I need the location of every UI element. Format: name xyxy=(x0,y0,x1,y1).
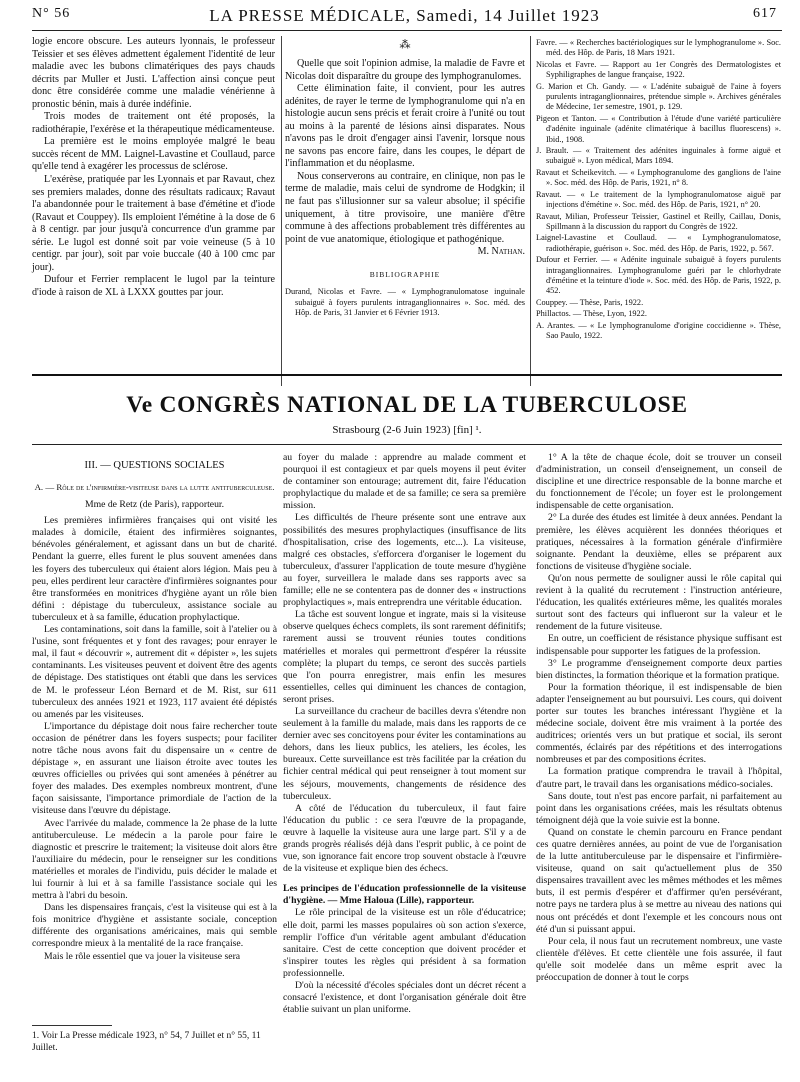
bib-entry: Ravaut et Scheikevitch. — « Lymphogranulome des ganglions de l'aine ». Soc. méd. des Hôp. de Paris, 1921, n° 8. xyxy=(536,167,781,188)
paragraph: 3° Le programme d'enseignement comporte deux parties bien distinctes, la formation théorique et la formation pratique. xyxy=(536,657,782,681)
title-rule xyxy=(32,444,782,445)
congress-subtitle: Strasbourg (2-6 Juin 1923) [fin] ¹. xyxy=(332,424,482,436)
bib-entry: Ravaut. — « Le traitement de la lymphogranulomatose aiguë par injections d'émétine ». Soc. méd. des Hôp. de Paris, 1921, n° 20. xyxy=(536,189,781,210)
column-divider xyxy=(530,36,531,386)
issue-number: N° 56 xyxy=(32,6,71,21)
bib-entry: Pigeon et Tanton. — « Contribution à l'étude d'une variété particulière d'adénite inguinale (adénite climatérique à bacillus fluorescens) ». Ibid., 1908. xyxy=(536,113,781,144)
paragraph: Trois modes de traitement ont été proposés, la radiothérapie, l'exérèse et la thérapeutique médicamenteuse. xyxy=(32,111,275,135)
paragraph: Sans doute, tout n'est pas encore parfait, ni parfaitement au point dans les organisations créées, mais les résultats obtenus témoignent déjà que la voie suivie est la bonne. xyxy=(536,790,782,826)
paragraph: logie encore obscure. Les auteurs lyonnais, le professeur Teissier et ses élèves admettent également l'identité de leur maladie avec les bubons climatériques des pays chauds décrits par Muller et Justi. L'affection ainsi conçue peut donc être considérée comme une maladie vénérienne à pronostic bénin, mais à durée indéfinie. xyxy=(32,36,275,110)
paragraph: Les difficultés de l'heure présente sont une entrave aux possibilités des mesures prophylactiques (insuffisance de lits d'hospitalisation, crise des logements, etc...). La visiteuse, malgré ces obstacles, s'efforcera d'organiser le logement du tuberculeux, d'assurer l'application de toute mesure d'hygiène au foyer, surveillera le malade dans ses rapports avec sa famille; elle ne se contentera pas de donner des « instructions prophylactiques », mais entreprendra une véritable éducation. xyxy=(283,512,526,609)
subsection-heading-b: Les principes de l'éducation professionnelle de la visiteuse d'hygiène. — Mme Haloua (Lille), rapporteur. xyxy=(283,883,526,907)
paragraph: Le rôle principal de la visiteuse est un rôle d'éducatrice; elle doit, parmi les masses populaires où son action s'exerce, remplir l'office d'un véritable agent ambulant d'éducation sanitaire. C'est de cette conception que doivent procéder et s'inspirer toutes les règles qui président à sa formation professionnelle. xyxy=(283,907,526,979)
bib-entry: Ravaut, Milian, Professeur Teissier, Gastinel et Reilly, Caillau, Donis, Spillmann à la discussion du rapport du Congrès de 1922. xyxy=(536,211,781,231)
paragraph: Mais le rôle essentiel que va jouer la visiteuse sera xyxy=(44,950,241,962)
paragraph: 1° A la tête de chaque école, doit se trouver un conseil d'administration, un conseil d'enseignement, un conseil de discipline et une directrice responsable de la bonne marche et du fonctionnement de l'école; un foyer est le prolongement indispensable de cette organisation. xyxy=(536,452,782,512)
bib-entry: Durand, Nicolas et Favre. — « Lymphogranulomatose inguinale subaiguë à foyers purulents intraganglionnaires ». Soc. méd. des Hôp. de Paris, 31 Janvier et 6 Février 1913. xyxy=(285,287,525,318)
bottom-column-3 xyxy=(536,452,782,984)
page-number: 617 xyxy=(753,6,777,21)
paragraph: Les premières infirmières françaises qui ont visité les malades à domicile, étaient des infirmières soignantes, bénévoles généralement, et agissant dans un but de charité. Pendant la guerre, elles furent le plus souvent amenées dans les foyers des tuberculeux qui étaient alors légion. Mais peu à peu, elles perdirent leur caractère d'infirmières soignantes pour être transformées en monitrices d'hygiène ayant un rôle bien défini : dépistage du tuberculeux, assistance sociale au tuberculeux et à sa famille, éducation prophylactique. xyxy=(32,515,277,623)
paragraph: Avec l'arrivée du malade, commence la 2e phase de la lutte antituberculeuse. Le médecin a la parole pour faire le diagnostic et prescrire le traitement; la visiteuse doit alors être l'auxiliaire du médecin, pour le renseigner sur les conditions matérielles et morales de l'individu, puis décider le malade et lui fournir à lui et à sa famille l'assistance sociale qui les mettra à l'abri du besoin. xyxy=(32,817,277,902)
paragraph: Qu'on nous permette de souligner aussi le rôle capital qui revient à la qualité du recrutement : l'instruction antérieure, l'éducation, les qualités extérieures même, les qualités morales surtout sont des facteurs qui influeront sur la valeur et le rendement de la future visiteuse. xyxy=(536,572,782,633)
paragraph: au foyer du malade : apprendre au malade comment et pourquoi il est contagieux et par quels moyens il peut éviter de contaminer son entourage; autrement dit, faire l'éducation prophylactique du malade et de sa famille; ce sera sa première mission. xyxy=(283,452,526,512)
paragraph: Cette élimination faite, il convient, pour les autres adénites, de rayer le terme de lymphogranulome qui n'a en histologie aucun sens précis et ferait croire à l'unité ou tout au moins à la parenté de lésions ainsi disparates. Nous n'avons pas le droit d'engager ainsi l'avenir, lorsque nous ne savons pas encore faire, dans les coupes, le départ de l'inflammation et du néoplasme. xyxy=(285,83,525,170)
paragraph: Quand on constate le chemin parcouru en France pendant ces quatre dernières années, au point de vue de l'organisation de la lutte antituberculeuse par le dispensaire et l'infirmière-visiteuse, quand on sait qu'actuellement plus de 350 dispensaires travaillent avec les mêmes méthodes et les mêmes buts, il est permis d'espérer et d'affirmer qu'en persévérant, notre pays ne tardera plus à se mettre au niveau des nations qui nous ont précédés et dont l'exemple et les concours nous ont été d'un si puissant appui. xyxy=(536,826,782,935)
section-rule xyxy=(32,374,782,376)
signature: M. Nathan. xyxy=(477,246,525,258)
footnote: 1. Voir La Presse médicale 1923, n° 54, 7 Juillet et n° 55, 11 Juillet. xyxy=(32,1031,261,1053)
paragraph: A côté de l'éducation du tuberculeux, il faut faire l'éducation du public : ce sera l'œuvre de la propagande, œuvre à laquelle la visiteuse aura une large part. S'il y a de grands progrès réalisés déjà dans l'esprit public, à ce point de vue, son ignorance fait encore trop souvent obstacle à l'œuvre de la visiteuse et explique bien des échecs. xyxy=(283,802,526,875)
bib-entry: J. Brault. — « Traitement des adénites inguinales à forme aiguë et subaiguë ». Lyon médical, Mars 1894. xyxy=(536,146,781,166)
header-rule xyxy=(32,30,782,31)
masthead: LA PRESSE MÉDICALE, Samedi, 14 Juillet 1923 xyxy=(209,6,600,25)
asterism: ⁂ xyxy=(399,39,411,51)
top-column-3 xyxy=(536,38,781,342)
bottom-column-1 xyxy=(32,452,277,963)
page-header xyxy=(32,6,777,28)
paragraph: La surveillance du cracheur de bacilles devra s'étendre non seulement à la famille du malade, mais dans les rapports de ce dernier avec ses concitoyens pour éviter les contaminations au dehors, dans les lieux publics, les ateliers, les écoles, les bureaux. Cette surveillance est très facilitée par la création du fichier central médical qui peut renseigner à tout moment sur les séjours, mouvements, changements de résidence des tuberculeux. xyxy=(283,705,526,802)
rapporteur: Mme de Retz (de Paris), rapporteur. xyxy=(84,499,225,511)
paragraph: Dufour et Ferrier remplacent le lugol par la teinture d'iode à raison de XL à LXXX gouttes par jour. xyxy=(32,274,275,298)
congress-title: Ve CONGRÈS NATIONAL DE LA TUBERCULOSE xyxy=(126,392,688,418)
bibliography xyxy=(285,287,525,318)
bib-entry: G. Marion et Ch. Gandy. — « L'adénite subaiguë de l'aine à foyers purulents intraganglionnaires, prétendue simple ». Archives générales de Médecine, 1er semestre, 1901, p. 129. xyxy=(536,81,781,112)
paragraph: En outre, un coefficient de résistance physique suffisant est indispensable pour supporter les fatigues de la profession. xyxy=(536,633,782,657)
bib-entry: Couppey. — Thèse, Paris, 1922. xyxy=(536,297,644,307)
bib-entry: Dufour et Ferrier. — « Adénite inguinale subaiguë à foyers purulents intraganglionnaires. Lymphogranulome guéri par le chlorhydrate d'émétine et la teinture d'iode ». Soc. méd. des Hôp. de Paris, 1922, p. 452. xyxy=(536,255,781,296)
paragraph: D'où la nécessité d'écoles spéciales dont un décret récent a consacré l'existence, et dont l'organisation générale doit être établie suivant un plan uniforme. xyxy=(283,980,526,1016)
footnote-rule xyxy=(32,1025,112,1026)
column-divider xyxy=(281,36,282,386)
top-column-1 xyxy=(32,36,275,299)
bibliography-heading: BIBLIOGRAPHIE xyxy=(369,269,441,279)
bib-entry: Favre. — « Recherches bactériologiques sur le lymphogranulome ». Soc. méd. des Hôp. de Paris, 18 Mars 1921. xyxy=(536,38,781,58)
paragraph: La tâche est souvent longue et ingrate, mais si la visiteuse observe quelques échecs complets, ils sont rarement définitifs; rarement aussi se trouvent réunies toutes conditions matérielles et morales qui permettront d'espérer la réussite complète; la plupart du temps, ce seront des succès partiels que l'on pourra enregistrer, mais enfin les mesures essentielles, celles qui diminuent les chances de contagion, seront prises. xyxy=(283,609,526,705)
paragraph: Nous conserverons au contraire, en clinique, non pas le terme de maladie, mais celui de syndrome de Hodgkin; il ne faut pas s'illusionner sur sa valeur absolue; il spécifie uniquement, à titre provisoire, une manière d'être commune à des affections probablement très différentes au point de vue anatomique, étiologique et pathogénique. xyxy=(285,170,525,245)
paragraph: La première est le moins employée malgré le beau succès récent de MM. Laignel-Lavastine et Coullaud, parce qu'elle tend à exagérer les processus de sclérose. xyxy=(32,136,275,173)
paragraph: Quelle que soit l'opinion admise, la maladie de Favre et Nicolas doit disparaître du groupe des lymphogranulomes. xyxy=(285,58,525,82)
bib-entry: Phillactos. — Thèse, Lyon, 1922. xyxy=(536,309,647,319)
bib-entry: A. Arantes. — « Le lymphogranulome d'origine coccidienne ». Thèse, Sao Paulo, 1922. xyxy=(536,320,781,340)
paragraph: Dans les dispensaires français, c'est la visiteuse qui est à la fois monitrice d'hygiène et assistante sociale, conception différente des organisations américaines, mais qui semble correspondre mieux à la mentalité de la race française. xyxy=(32,902,277,950)
paragraph: L'importance du dépistage doit nous faire rechercher toute occasion de pénétrer dans les foyers suspects; pour faciliter notre tâche nous avons fait du dispensaire un « centre de dépistage », en assurant une liaison étroite avec toutes les œuvres officielles ou privées qui sont amenées à pénétrer au foyer des malades. Des exemples nombreux montrent, d'une façon saisissante, l'importance primordiale de l'action de la visiteuse dans l'œuvre du dépistage. xyxy=(32,720,277,817)
top-column-2 xyxy=(285,36,525,320)
bib-entry: Laignel-Lavastine et Coullaud. — « Lymphogranulomatose, radiothérapie, guérison ». Soc. méd. des Hôp. de Paris, 1922, p. 567. xyxy=(536,233,781,253)
paragraph: Les contaminations, soit dans la famille, soit à l'atelier ou à l'usine, sont fréquentes et y font des ravages; pour enrayer le mal, il faut « découvrir », autrement dit « dépister », les sujets contaminants. Les visiteuses peuvent et doivent être des agents de dépistage. Des statistiques ont établi que dans les services de M. le professeur Léon Bernard et de M. Rist, sur 611 tuberculeux des années 1921 et 1923, 117 avaient été dépistés ou amenés par les visiteuses. xyxy=(32,624,277,720)
paragraph: Pour cela, il nous faut un recrutement nombreux, une vaste clientèle d'élèves. Et cette clientèle une fois assurée, il faut qu'elle soit modelée dans un même esprit avec la préoccupation de donner à tout le corps xyxy=(536,935,782,984)
subsection-heading: A. — Rôle de l'infirmière-visiteuse dans la lutte antituberculeuse. xyxy=(34,482,275,493)
section-heading: III. — QUESTIONS SOCIALES xyxy=(84,460,225,471)
bottom-column-2 xyxy=(283,452,526,1016)
paragraph: La formation pratique comprendra le travail à l'hôpital, d'autre part, le travail dans les organisations médico-sociales. xyxy=(536,766,782,790)
paragraph: L'exérèse, pratiquée par les Lyonnais et par Ravaut, chez ses premiers malades, donne des résultats radicaux; Ravaut l'a abandonnée pour le traitement à base d'émétine et d'iode (Ravaut et Couppey). Ils emploient l'émétine à la dose de 6 à 8 centigr. par jour jusqu'à concurrence d'un gramme par série. Le lugol est donné soit par voie veineuse (5 à 10 centigr. par jour), soit par voie buccale (40 à 100 cmc par jour). xyxy=(32,174,275,273)
paragraph: 2° La durée des études est limitée à deux années. Pendant la première, les élèves acquièrent les données théoriques et pratiques, nécessaires à la formation générale d'infirmière soignante. Pendant la deuxième, elles se préparent aux fonctions de visiteuse d'hygiène sociale. xyxy=(536,512,782,572)
bib-entry: Nicolas et Favre. — Rapport au 1er Congrès des Dermatologistes et Syphiligraphes de langue française, 1922. xyxy=(536,59,781,80)
paragraph: Pour la formation théorique, il est indispensable de bien adapter l'enseignement au but poursuivi. Les cours, qui doivent porter sur toutes les branches intéressant l'hygiène et la médecine sociale, doivent être mis vraiment à la portée des auditrices; orientés vers un but pratique et social, ils seront commentés, éclairés par des répétitions et des interrogations nombreuses et par des compositions écrites. xyxy=(536,681,782,766)
